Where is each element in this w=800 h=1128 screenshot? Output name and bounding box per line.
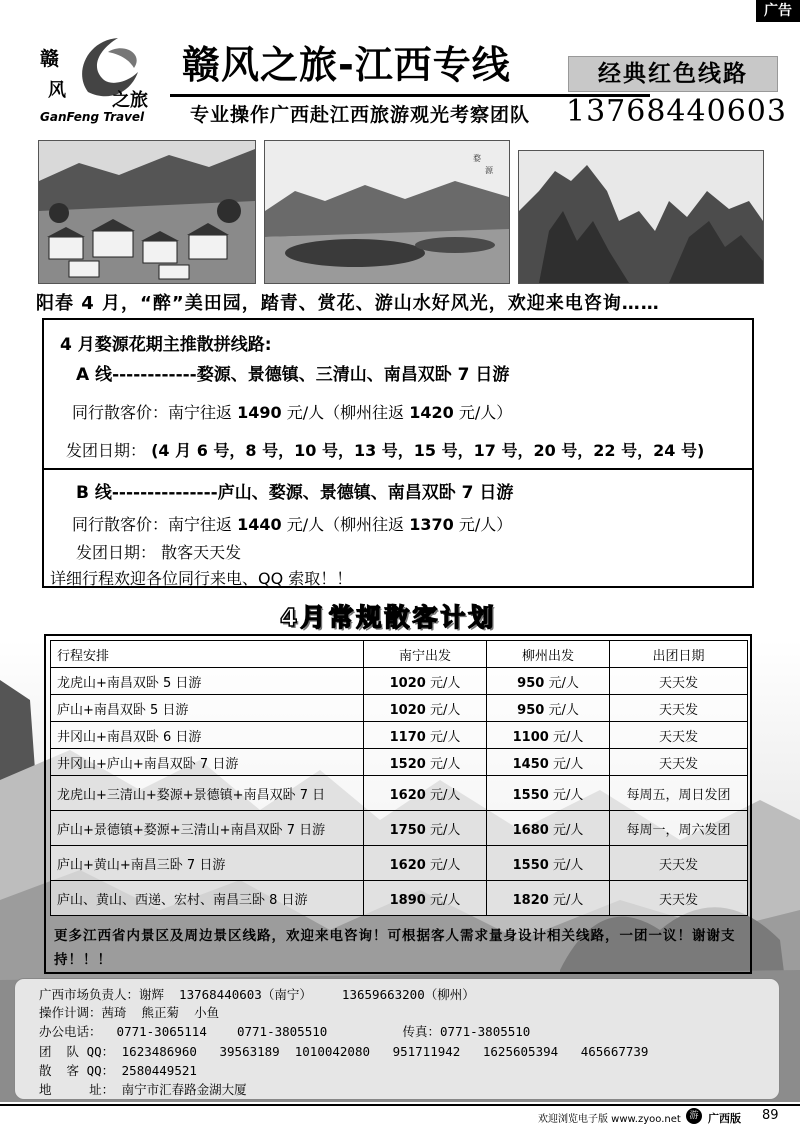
village-photo <box>38 140 256 284</box>
route-cell: 龙虎山+南昌双卧 5 日游 <box>51 668 364 695</box>
table-row <box>51 811 748 846</box>
route-b-title: B 线---------------庐山、婺源、景德镇、南昌双卧 7 日游 <box>76 483 514 503</box>
header-nanning: 南宁出发 <box>364 641 487 668</box>
route-cell: 龙虎山+三清山+婺源+景德镇+南昌双卧 7 日 <box>51 776 364 811</box>
itinerary-note: 详细行程欢迎各位同行来电、QQ 索取！！ <box>50 569 353 588</box>
liuzhou-price-cell: 950 元/人 <box>487 668 610 695</box>
nanning-price-cell: 1890 元/人 <box>364 881 487 916</box>
liuzhou-price-cell: 1550 元/人 <box>487 846 610 881</box>
individual-qq: 散 客 QQ： 2580449521 <box>39 1063 197 1078</box>
header-departure: 出团日期 <box>610 641 748 668</box>
route-cell: 庐山+南昌双卧 5 日游 <box>51 695 364 722</box>
main-title: 赣风之旅-江西专线 <box>182 43 511 87</box>
footer-edition: 广西版 <box>708 1112 741 1125</box>
table-row <box>51 881 748 916</box>
footer-rule <box>0 1104 800 1106</box>
header-liuzhou: 柳州出发 <box>487 641 610 668</box>
regular-plan-title: 4月常规散客计划 <box>280 603 497 632</box>
departure-cell: 天天发 <box>610 749 748 776</box>
operators: 操作计调：茜琦 熊正菊 小鱼 <box>39 1005 220 1020</box>
liuzhou-price-cell: 1550 元/人 <box>487 776 610 811</box>
featured-heading: 4 月婺源花期主推散拼线路: <box>60 335 272 355</box>
more-routes-note: 更多江西省内景区及周边景区线路，欢迎来电咨询！可根据客人需求量身设计相关线路，一团一议！谢谢支持！！！ <box>54 928 736 968</box>
liuzhou-price-cell: 1100 元/人 <box>487 722 610 749</box>
header-itinerary: 行程安排 <box>51 641 364 668</box>
table-row <box>51 776 748 811</box>
departure-cell: 每周五，周日发团 <box>610 776 748 811</box>
route-a-title: A 线------------婺源、景德镇、三清山、南昌双卧 7 日游 <box>76 365 510 385</box>
nanning-price-cell: 1170 元/人 <box>364 722 487 749</box>
table-row <box>51 749 748 776</box>
classic-route-badge: 经典红色线路 <box>568 56 778 92</box>
footer-badge-icon: 游 <box>686 1108 702 1124</box>
company-logo <box>34 32 174 128</box>
sub-title: 专业操作广西赴江西旅游观光考察团队 <box>190 104 531 126</box>
logo-char-feng: 风 <box>48 80 66 101</box>
hotline-phone: 13768440603 <box>566 94 787 129</box>
lake-photo <box>264 140 510 284</box>
nanning-price-cell: 1620 元/人 <box>364 776 487 811</box>
route-b-price: 同行散客价：南宁往返 1440 元/人（柳州往返 1370 元/人） <box>72 515 513 534</box>
featured-routes-box <box>42 318 754 588</box>
table-row <box>51 846 748 881</box>
liuzhou-price-cell: 950 元/人 <box>487 695 610 722</box>
logo-english: GanFeng Travel <box>40 110 145 124</box>
nanning-price-cell: 1520 元/人 <box>364 749 487 776</box>
footer-website: 欢迎浏览电子版 www.zyoo.net <box>538 1114 681 1125</box>
route-cell: 庐山、黄山、西递、宏村、南昌三卧 8 日游 <box>51 881 364 916</box>
page-number: 89 <box>762 1108 779 1123</box>
office-phone: 办公电话： 0771-3065114 0771-3805510 传真：0771-3805510 <box>39 1024 531 1039</box>
route-a-price: 同行散客价：南宁往返 1490 元/人（柳州往返 1420 元/人） <box>72 403 513 422</box>
nanning-price-cell: 1750 元/人 <box>364 811 487 846</box>
departure-cell: 天天发 <box>610 846 748 881</box>
route-b-dates: 发团日期： 散客天天发 <box>76 543 242 562</box>
table-row <box>51 695 748 722</box>
route-cell: 井冈山+南昌双卧 6 日游 <box>51 722 364 749</box>
nanning-price-cell: 1020 元/人 <box>364 695 487 722</box>
logo-char-gan: 赣 <box>40 48 60 70</box>
ad-tag: 广告 <box>756 0 800 22</box>
departure-cell: 天天发 <box>610 722 748 749</box>
departure-cell: 天天发 <box>610 881 748 916</box>
nanning-price-cell: 1620 元/人 <box>364 846 487 881</box>
nanning-price-cell: 1020 元/人 <box>364 668 487 695</box>
route-divider <box>42 468 754 470</box>
table-row <box>51 668 748 695</box>
liuzhou-price-cell: 1680 元/人 <box>487 811 610 846</box>
contact-box <box>14 978 780 1100</box>
svg-text:源: 源 <box>485 166 493 175</box>
svg-text:婺: 婺 <box>473 154 481 163</box>
table-row <box>51 722 748 749</box>
route-cell: 庐山+黄山+南昌三卧 7 日游 <box>51 846 364 881</box>
departure-cell: 每周一，周六发团 <box>610 811 748 846</box>
departure-cell: 天天发 <box>610 695 748 722</box>
liuzhou-price-cell: 1820 元/人 <box>487 881 610 916</box>
market-manager: 广西市场负责人：谢辉 13768440603（南宁） 13659663200（柳州） <box>39 987 475 1002</box>
route-cell: 井冈山+庐山+南昌双卧 7 日游 <box>51 749 364 776</box>
regular-plan-table <box>50 640 748 916</box>
route-a-dates: 发团日期： (4 月 6 号，8 号，10 号，13 号，15 号，17 号，20 号，22 号，24 号) <box>66 441 705 460</box>
group-qq: 团 队 QQ： 1623486960 39563189 1010042080 951711942 1625605394 465667739 <box>39 1044 649 1059</box>
logo-char-zhilv: 之旅 <box>112 90 148 111</box>
address: 地 址： 南宁市汇春路金湖大厦 <box>39 1082 247 1097</box>
liuzhou-price-cell: 1450 元/人 <box>487 749 610 776</box>
mountain-photo <box>518 150 764 284</box>
departure-cell: 天天发 <box>610 668 748 695</box>
route-cell: 庐山+景德镇+婺源+三清山+南昌双卧 7 日游 <box>51 811 364 846</box>
spring-slogan: 阳春 4 月，“醉”美田园，踏青、赏花、游山水好风光，欢迎来电咨询…… <box>36 293 660 314</box>
